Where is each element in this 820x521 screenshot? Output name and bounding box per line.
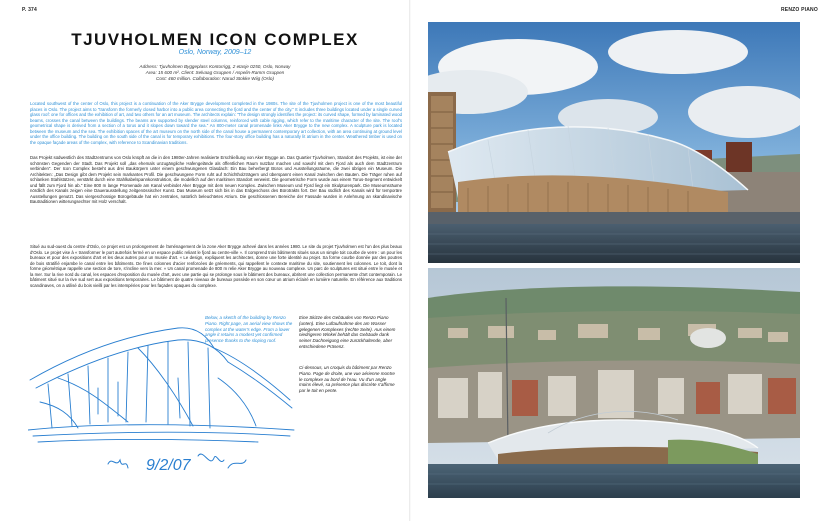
sketch-date-note: 9/2/07	[146, 457, 191, 474]
page-folio-left: P. 374	[22, 7, 38, 13]
architect-sketch	[28, 318, 296, 498]
page-title: TJUVHOLMEN ICON COMPLEX	[71, 30, 359, 49]
text-german: Das Projekt südwestlich des Stadtzentrums von Oslo knüpft an die in den 1980er-Jahren realisierte Erschließung von Aker Brygge an. Das Quartier Tjuvholmen, Standort des Projekts, ist eine der schönsten Gegenden der Stadt. Das Projekt soll „das ehemals unzugängliche Hafengelände als öffentlichen Raum nutzbar machen und sowohl mit dem Fjord als auch dem Stadtzentrum verbinden". Der Icon Complex besteht aus drei Baukörpern unter einem geschwungenen Glasdach: Ein Bau beherbergt Büros und Ausstellungsräume, die zwei übrigen ein Museum. Die Architekten: „Das Design gibt dem Projekt sein markantes Profil. Die geschwungene Form ruht auf Schichtholzträgern und überspannt einen Kanal zwischen den Bauten. Die Träger ruhen auf schlanken Stahlstützen, verstärkt durch eine Stahlkabelspannkonstruktion, die modellich auf den maritimen Standort verweist. Die geometrische Form wurde aus einem Torus-Segment entwickelt und fällt zum Fjord hin ab." Eine 800 m lange Promenade am Kanal verbindet Aker Brygge mit dem neuen Komplex. Zwischen Museum und Fjord liegt ein Skulpturenpark. Die Museumsräume nördlich des Kanals zeigen eine Dauerausstellung zeitgenössischer Kunst. Das Museum setzt sich bis in das Erdgeschoss des Bürotrakts fort. Der Bau südlich des Kanals wird für temporäre Ausstellungen genutzt. Das viergeschossige Bürogebäude hat ein zentrales, natürlich beleuchtetes Atrium. Die geschlossenen Bereiche der Fassade wurden in Anlehnung an skandinavische Bautraditionen witterungsechter mit Holz verschalt.	[30, 155, 402, 205]
text-french: Situé au sud-ouest du centre d'Oslo, ce projet est un prolongement de l'aménagement de la zone Aker Brygge achevé dans les années 1980. Le site du projet Tjuvholmen est l'un des plus beaux d'Oslo. Le projet vise à « transformer le port autrefois fermé en un espace public reliant le fjord au centre-ville ». Il comprend trois bâtiments situés sous un simple toit courbe de verre : un pour les bureaux et pour des expositions d'art et les deux autres pour un musée d'art. « Le design, expliquent les architectes, donne une forte identité au projet. Sa forme courbe donnée par des poutres de bois stratifié enjambe le canal entre les bâtiments. De fines colonnes d'acier renforcées de gréements, qui rappellent le contexte maritime du site, soutiennent les colonnes. Le toit, dont la forme géométrique rappelle une section de tore, s'incline vers la mer. » Un canal promenade de 800 m relie Aker Brygge au nouveau complexe. Un parc de sculptures est situé entre le musée et la mer. Sur la rive nord du canal, les espaces d'exposition du musée d'art, avec une partie qui se prolonge sous le bâtiment des bureaux, abritent une collection permanente d'art contemporain. Le bâtiment situé sur la rive sud sert aux expositions temporaires. Le bâtiment de quatre niveaux de bureaux possède en son cœur un atrium éclairé en lumière naturelle. En référence aux traditions scandinaves, on a utilisé du bois vieilli par les intempéries pour les façades opaques du complexe.	[30, 244, 402, 288]
caption-english: Below, a sketch of the building by Renzo Piano. Right page, an aerial view shows the complex at the water's edge. From a lower angle it retains a modest yet confirmed presence thanks to the sloping roof.	[205, 315, 293, 344]
page-subtitle: Oslo, Norway, 2009–12	[178, 49, 252, 56]
photo-museum-waterfront	[428, 22, 800, 263]
page-folio-right: RENZO PIANO	[781, 7, 818, 13]
meta-cost-collaboration: Cost: 460 million. Collaboration: Narud Stokke Wiig (Oslo)	[156, 76, 274, 82]
caption-french: Ci-dessous, un croquis du bâtiment par Renzo Piano. Page de droite, une vue aérienne montre le complexe au bord de l'eau. Vu d'un angle moins élevé, sa présence plus discrète s'affirme par le toit en pente.	[299, 365, 395, 394]
photo-aerial-oslo	[428, 268, 800, 498]
meta-address: Address: Tjuvholmen Byggeplass Kontorrigg, 2 etasje 0250, Oslo, Norway	[139, 64, 291, 69]
text-english: Located southwest of the center of Oslo, this project is a continuation of the Aker Brygge development completed in the 1980s. The site of the Tjuvholmen project is one of the most beautiful places in Oslo. The project aims to "transform the formerly closed harbor into a public area connecting the fjord and the center of the city." It includes three buildings located under a single curved glass roof: one for offices and the exhibition of art, and two others for an art museum. The architects explain: "The design strongly identifies the project: its curved shape, formed by laminated wood beams, crosses the canal between the buildings. The beams are supported by slender steel columns, reinforced with cable rigging, which refer to the maritime character of the site. The roof's geometrical shape is derived from a section of a torus and it slopes down toward the sea." An 800-meter canal promenade links Aker Brygge to the new complex. A sculpture park is located between the museum and the sea. The exhibition spaces of the art museum on the north side of the canal house a permanent contemporary art collection, with an area continuing at ground level under the office building. The building on the south side of the canal is for temporary exhibitions. The four-story office building has a naturally lit atrium in the center. Weathered timber is used on the opaque façade areas of the complex, with reference to Scandinavian traditions.	[30, 101, 402, 145]
spread-gutter	[409, 0, 411, 521]
caption-german: Eine Skizze des Gebäudes von Renzo Piano (unten). Eine Luftaufnahme des am Wasser gelegenen Komplexes (rechte Seite). Aus einem niedrigeren Winkel behält das Gebäude dank seiner Dachneigung eine zurückhaltende, aber entschiedene Präsenz.	[299, 315, 396, 349]
meta-area-client: Area: 15 600 m². Client: Selvaag Gruppen / Aspelin-Ramm Gruppen	[145, 70, 285, 76]
project-meta	[100, 64, 330, 82]
